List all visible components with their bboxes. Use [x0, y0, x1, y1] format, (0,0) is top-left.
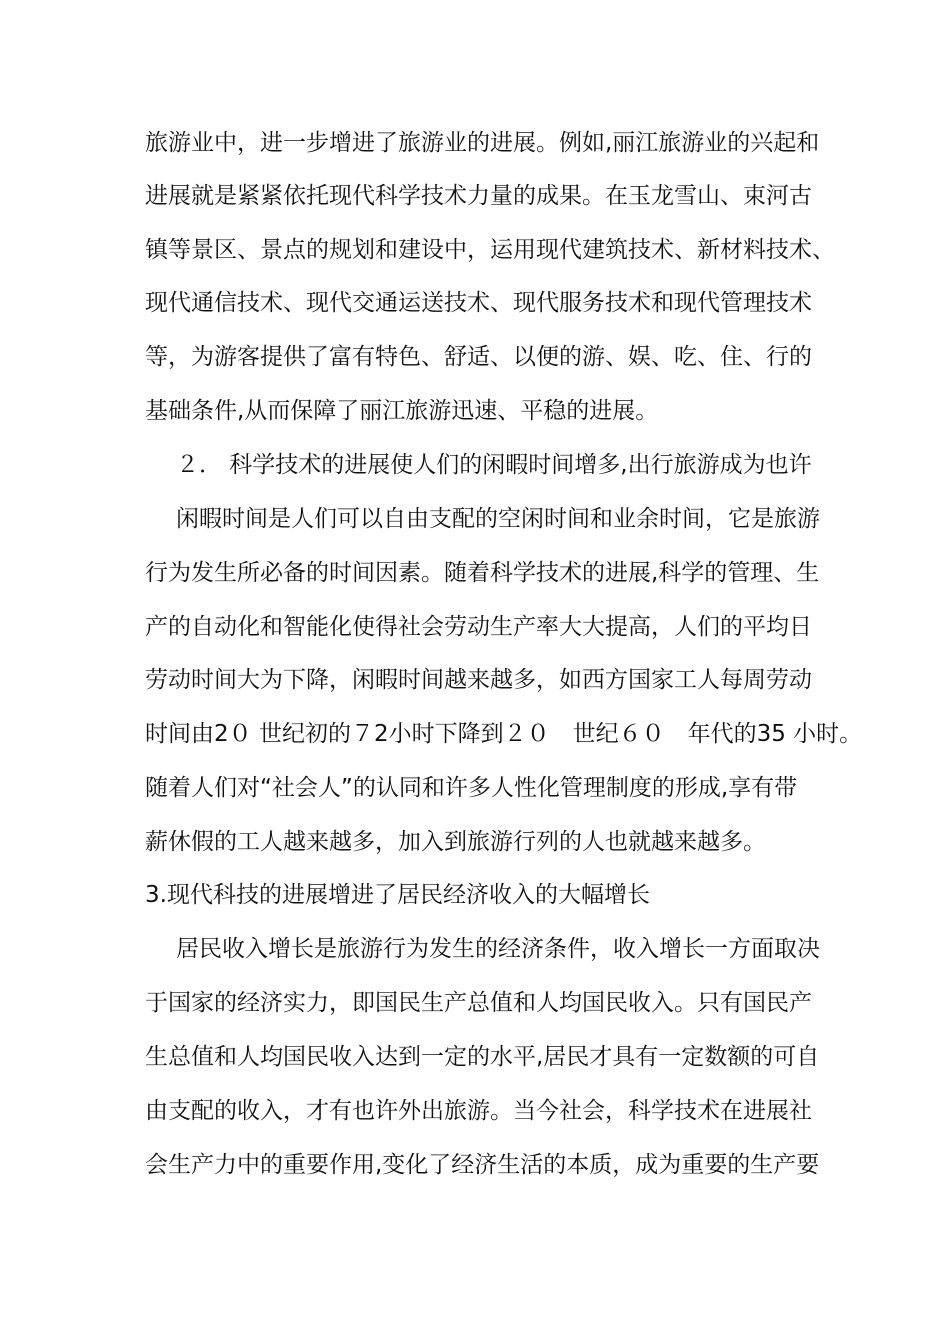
- text-line: 生总值和人均国民收入达到一定的水平,居民才具有一定数额的可自: [145, 1044, 820, 1070]
- section-heading: ２． 科学技术的进展使人们的闲暇时间增多,出行旅游成为也许: [176, 452, 812, 478]
- text-line: 基础条件,从而保障了丽江旅游迅速、平稳的进展。: [145, 398, 659, 424]
- text-line: 闲暇时间是人们可以自由支配的空闲时间和业余时间，它是旅游: [176, 506, 820, 532]
- text-line: 行为发生所必备的时间因素。随着科学技术的进展,科学的管理、生: [145, 560, 820, 586]
- text-line: 随着人们对“社会人”的认同和许多人性化管理制度的形成,享有带: [145, 775, 798, 801]
- text-line: 产的自动化和智能化使得社会劳动生产率大大提高，人们的平均日: [145, 614, 812, 640]
- text-line: 进展就是紧紧依托现代科学技术力量的成果。在玉龙雪山、束河古: [145, 183, 812, 209]
- text-line: 等，为游客提供了富有特色、舒适、以便的游、娱、吃、住、行的: [145, 344, 812, 370]
- text-line: 薪休假的工人越来越多，加入到旅游行列的人也就越来越多。: [145, 829, 766, 855]
- text-line: 现代通信技术、现代交通运送技术、现代服务技术和现代管理技术: [145, 290, 812, 316]
- text-line: 镇等景区、景点的规划和建设中，运用现代建筑技术、新材料技术、: [145, 237, 835, 263]
- text-line: 会生产力中的重要作用,变化了经济生活的本质，成为重要的生产要: [145, 1152, 820, 1178]
- text-line: 时间由2０ 世纪初的７2小时下降到２０ 世纪６０ 年代的35 小时。: [145, 721, 863, 747]
- text-line: 于国家的经济实力，即国民生产总值和人均国民收入。只有国民产: [145, 990, 812, 1016]
- text-line: 劳动时间大为下降，闲暇时间越来越多，如西方国家工人每周劳动: [145, 667, 812, 693]
- text-line: 居民收入增长是旅游行为发生的经济条件，收入增长一方面取决: [176, 936, 820, 962]
- section-heading: 3.现代科技的进展增进了居民经济收入的大幅增长: [145, 882, 650, 908]
- text-line: 旅游业中，进一步增进了旅游业的进展。例如,丽江旅游业的兴起和: [145, 130, 820, 156]
- text-line: 由支配的收入，才有也许外出旅游。当今社会，科学技术在进展社: [145, 1098, 812, 1124]
